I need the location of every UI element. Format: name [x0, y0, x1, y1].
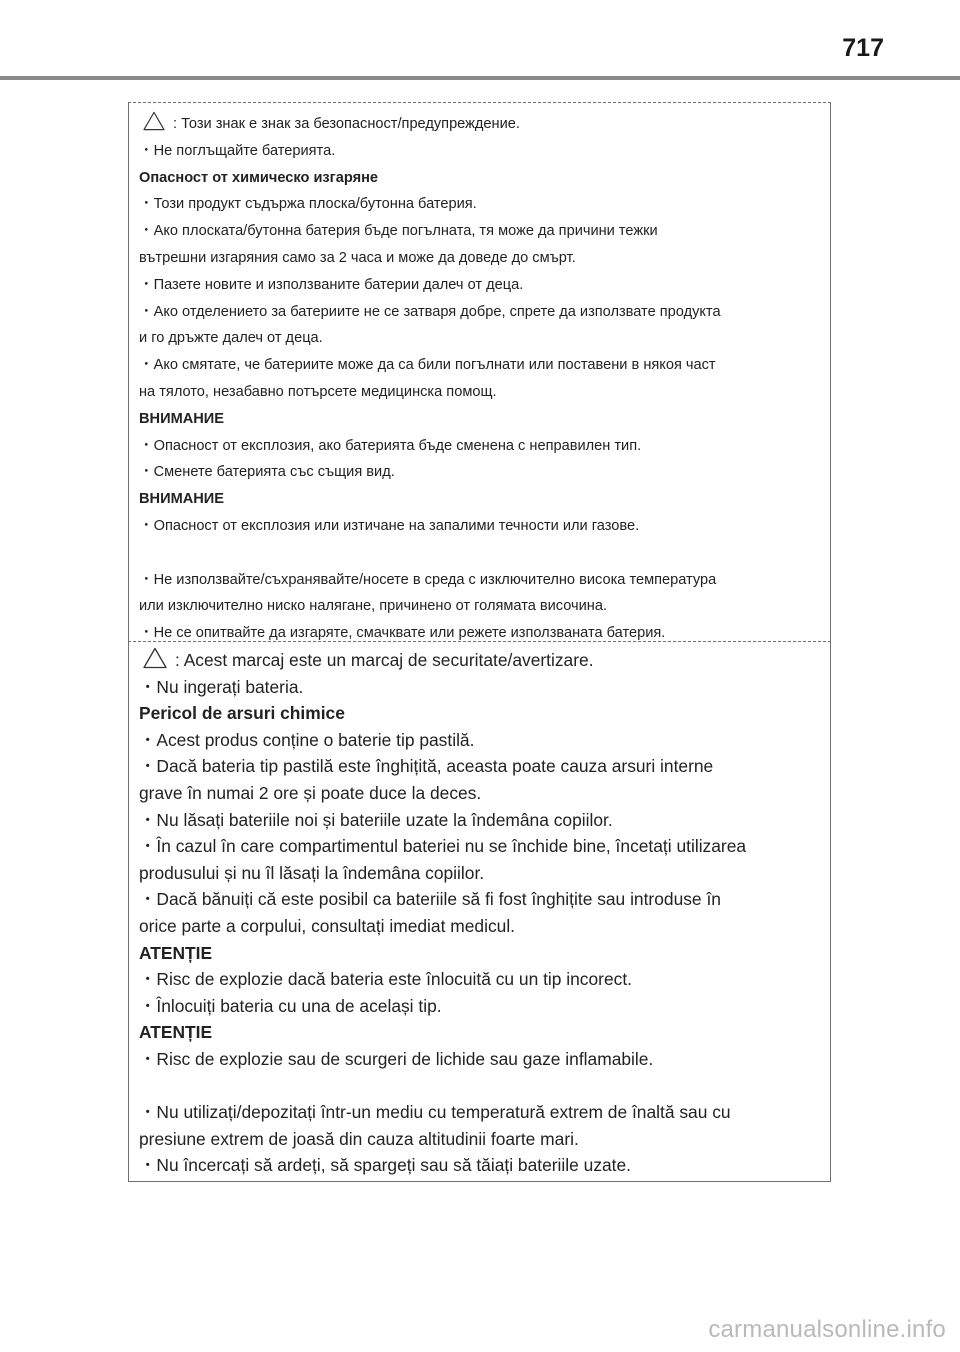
warning-box-bulgarian: [128, 102, 831, 642]
section-heading: [139, 940, 824, 967]
line-text: ATENȚIE: [139, 942, 213, 963]
line-text: ・Ако плоската/бутонна батерия бъде погълната, тя може да причини тежки: [139, 223, 658, 240]
line-text: ・Ако смятате, че батериите може да са били погълнати или поставени в някоя част: [139, 357, 716, 374]
line-text: на тялото, незабавно потърсете медицинска помощ.: [139, 383, 497, 400]
line-text: и го дръжте далеч от деца.: [139, 330, 323, 347]
line-text: presiune extrem de joasă din cauza altitudinii foarte mari.: [139, 1128, 579, 1149]
text-line: [139, 111, 824, 138]
line-text: ATENȚIE: [139, 1022, 213, 1043]
section-heading: [139, 1019, 824, 1046]
line-text: grave în numai 2 ore și poate duce la deces.: [139, 782, 482, 803]
text-line: [139, 379, 824, 406]
text-line: [139, 513, 824, 540]
line-text: ・Не се опитвайте да изгаряте, смачквате или режете използваната батерия.: [139, 625, 666, 642]
section-heading: [139, 165, 824, 192]
line-text: : Този знак е знак за безопасност/предупреждение.: [173, 116, 520, 132]
line-text: ・Не поглъщайте батерията.: [139, 142, 336, 159]
line-text: ・Acest produs conține o baterie tip pastilă.: [139, 729, 475, 750]
line-text: ・Сменете батерията със същия вид.: [139, 464, 395, 481]
line-text: ・Înlocuiți bateria cu una de același tip.: [139, 995, 442, 1016]
text-line: [139, 966, 824, 993]
text-line: [139, 567, 824, 594]
line-text: или изключително ниско налягане, причинено от голямата височина.: [139, 598, 608, 615]
text-line: [139, 299, 824, 326]
text-line: [139, 1046, 824, 1073]
warning-box-romanian: [128, 642, 831, 1182]
text-line: [139, 886, 824, 913]
line-text: ・Nu ingerați bateria.: [139, 676, 304, 697]
text-line: [139, 727, 824, 754]
text-line: [139, 138, 824, 165]
page-number: 717: [842, 34, 884, 62]
section-heading: [139, 700, 824, 727]
text-line: [139, 1099, 824, 1126]
line-text: ・Опасност от експлозия или изтичане на запалими течности или газове.: [139, 517, 640, 534]
line-text: ・Risc de explozie dacă bateria este înlocuită cu un tip incorect.: [139, 969, 633, 990]
header-rule: [0, 76, 960, 80]
line-text: ・Nu lăsați bateriile noi și bateriile uzate la îndemâna copiilor.: [139, 809, 613, 830]
text-line: [139, 352, 824, 379]
text-line: [139, 753, 824, 780]
line-text: ・Dacă bănuiți că este posibil ca bateriile să fi fost înghițite sau introduse în: [139, 889, 721, 910]
text-line: [139, 325, 824, 352]
line-text: Pericol de arsuri chimice: [139, 703, 345, 724]
line-text: вътрешни изгаряния само за 2 часа и може да доведе до смърт.: [139, 249, 576, 266]
text-line: [139, 191, 824, 218]
line-text: ・Този продукт съдържа плоска/бутонна батерия.: [139, 196, 477, 213]
line-text: orice parte a corpului, consultați imediat medicul.: [139, 915, 516, 936]
text-line: [139, 780, 824, 807]
line-text: ・Опасност от експлозия, ако батерията бъде сменена с неправилен тип.: [139, 437, 642, 454]
text-line: [139, 674, 824, 701]
text-line: [139, 593, 824, 620]
text-line: [139, 860, 824, 887]
watermark: carmanualsonline.info: [708, 1316, 946, 1343]
blank-line: [139, 1073, 824, 1100]
line-text: ・Пазете новите и използваните батерии далеч от деца.: [139, 276, 524, 293]
line-text: Опасност от химическо изгаряне: [139, 169, 379, 186]
text-line: [139, 272, 824, 299]
text-line: [139, 1126, 824, 1153]
text-line: [139, 807, 824, 834]
line-text: ・Не използвайте/съхранявайте/носете в среда с изключително висока температура: [139, 571, 717, 588]
line-text: produsului și nu îl lăsați la îndemâna copiilor.: [139, 862, 485, 883]
line-text: : Acest marcaj este un marcaj de securitate/avertizare.: [175, 650, 594, 670]
line-text: ・Nu utilizați/depozitați într-un mediu cu temperatură extrem de înaltă sau cu: [139, 1102, 731, 1123]
line-text: ・Risc de explozie sau de scurgeri de lichide sau gaze inflamabile.: [139, 1048, 654, 1069]
warning-triangle-icon: [143, 111, 165, 131]
blank-line: [139, 540, 824, 567]
line-text: ВНИМАНИЕ: [139, 491, 225, 508]
section-heading: [139, 406, 824, 433]
line-text: ・Dacă bateria tip pastilă este înghițită, aceasta poate cauza arsuri interne: [139, 756, 714, 777]
text-line: [139, 993, 824, 1020]
text-line: [139, 218, 824, 245]
text-line: [139, 913, 824, 940]
line-text: ・Nu încercați să ardeți, să spargeți sau să tăiați bateriile uzate.: [139, 1155, 632, 1176]
text-line: [139, 245, 824, 272]
line-text: ВНИМАНИЕ: [139, 410, 225, 427]
line-text: ・Ако отделението за батериите не се затваря добре, спрете да използвате продукта: [139, 303, 721, 320]
text-line: [139, 459, 824, 486]
text-line: [139, 1152, 824, 1179]
text-line: [139, 833, 824, 860]
line-text: ・În cazul în care compartimentul bateriei nu se închide bine, încetați utilizarea: [139, 836, 747, 857]
warning-triangle-icon: [143, 647, 167, 669]
text-line: [139, 647, 824, 674]
section-heading: [139, 486, 824, 513]
text-line: [139, 433, 824, 460]
